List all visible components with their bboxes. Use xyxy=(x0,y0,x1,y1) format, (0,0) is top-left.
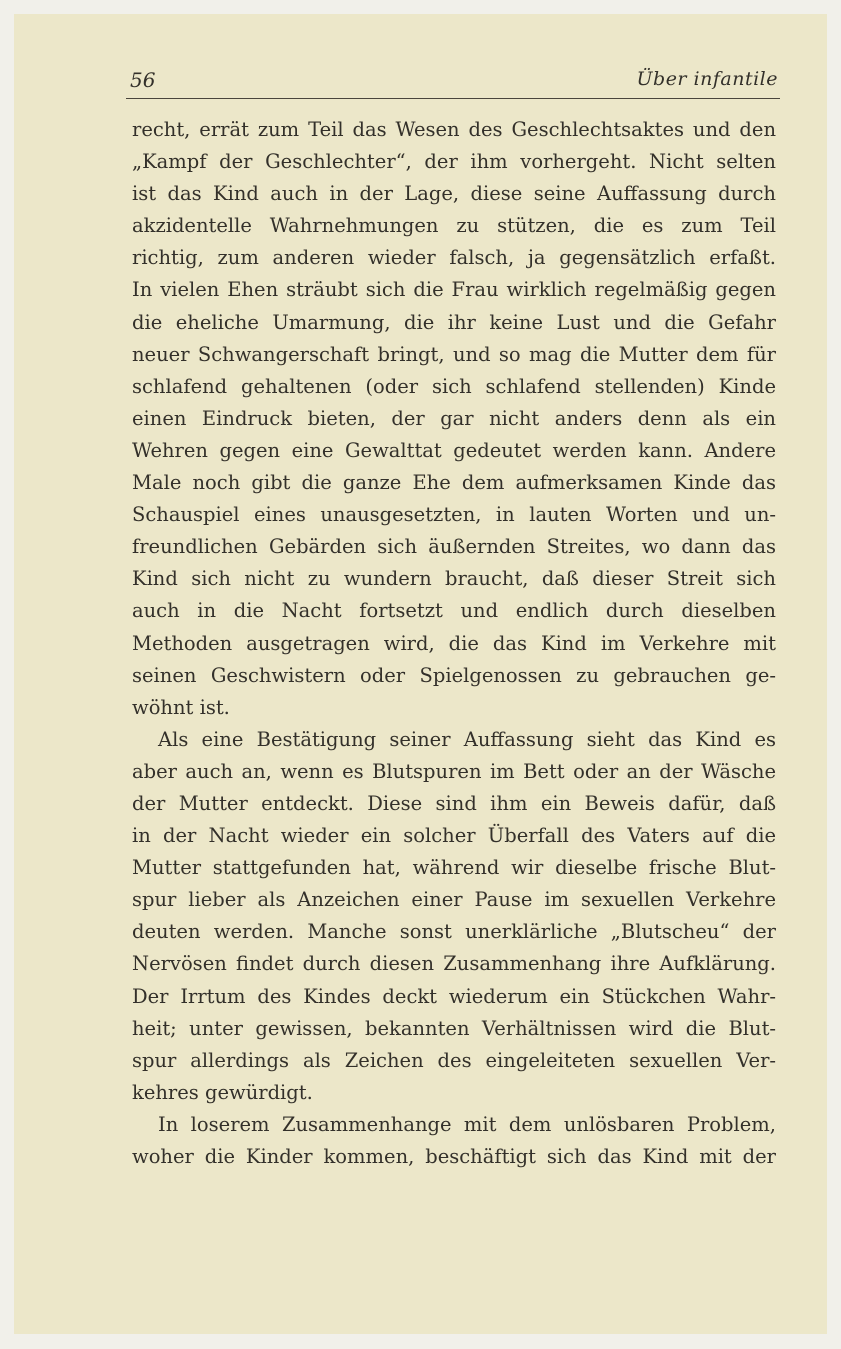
text-line: kehres gewürdigt. xyxy=(132,1080,313,1104)
paragraph-3 xyxy=(132,1109,776,1173)
text-line: einen Eindruck bieten, der gar nicht anders denn als ein xyxy=(132,406,776,430)
running-title: Über infantile xyxy=(636,68,778,90)
text-line: akzidentelle Wahrnehmungen zu stützen, die es zum Teil xyxy=(132,214,776,238)
text-line: ist das Kind auch in der Lage, diese seine Auffassung durch xyxy=(132,182,776,206)
text-line: Mutter stattgefunden hat, während wir dieselbe frische Blut- xyxy=(132,856,776,880)
text-line: Der Irrtum des Kindes deckt wiederum ein Stückchen Wahr- xyxy=(132,984,776,1008)
text-line: „Kampf der Geschlechter“, der ihm vorhergeht. Nicht selten xyxy=(132,150,776,174)
text-line: schlafend gehaltenen (oder sich schlafend stellenden) Kinde xyxy=(132,374,776,398)
page-header xyxy=(126,64,780,99)
text-line: wöhnt ist. xyxy=(132,695,230,719)
text-line: spur lieber als Anzeichen einer Pause im sexuellen Verkehre xyxy=(132,888,776,912)
text-line: Wehren gegen eine Gewalttat gedeutet werden kann. Andere xyxy=(132,438,776,462)
text-line: der Mutter entdeckt. Diese sind ihm ein Beweis dafür, daß xyxy=(132,791,776,815)
text-line: aber auch an, wenn es Blutspuren im Bett oder an der Wäsche xyxy=(132,759,776,783)
text-line: Als eine Bestätigung seiner Auffassung sieht das Kind es xyxy=(158,727,776,751)
text-line: freundlichen Gebärden sich äußernden Streites, wo dann das xyxy=(132,535,776,559)
text-line: richtig, zum anderen wieder falsch, ja gegensätzlich erfaßt. xyxy=(132,246,776,270)
paragraph-2 xyxy=(132,724,776,1109)
text-line: Male noch gibt die ganze Ehe dem aufmerksamen Kinde das xyxy=(132,471,776,495)
text-line: recht, errät zum Teil das Wesen des Geschlechtsaktes und den xyxy=(132,118,776,141)
text-line: deuten werden. Manche sonst unerklärliche „Blutscheu“ der xyxy=(132,920,776,944)
paragraph-1 xyxy=(132,114,776,724)
text-line: spur allerdings als Zeichen des eingeleiteten sexuellen Ver- xyxy=(132,1048,776,1072)
body-text xyxy=(132,114,776,1173)
page-number: 56 xyxy=(130,68,156,92)
text-line: Nervösen findet durch diesen Zusammenhang ihre Aufklärung. xyxy=(132,952,776,976)
text-line: heit; unter gewissen, bekannten Verhältnissen wird die Blut- xyxy=(132,1016,776,1040)
book-page xyxy=(14,14,827,1334)
text-line: In loserem Zusammenhange mit dem unlösbaren Problem, xyxy=(158,1112,776,1136)
text-line: die eheliche Umarmung, die ihr keine Lust und die Gefahr xyxy=(132,310,776,334)
text-line: woher die Kinder kommen, beschäftigt sich das Kind mit der xyxy=(132,1145,776,1168)
text-line: auch in die Nacht fortsetzt und endlich durch dieselben xyxy=(132,599,776,623)
text-line: neuer Schwangerschaft bringt, und so mag die Mutter dem für xyxy=(132,342,776,366)
text-line: seinen Geschwistern oder Spielgenossen zu gebrauchen ge- xyxy=(132,663,776,687)
text-line: Methoden ausgetragen wird, die das Kind im Verkehre mit xyxy=(132,631,776,655)
text-line: In vielen Ehen sträubt sich die Frau wirklich regelmäßig gegen xyxy=(132,278,776,302)
text-line: Kind sich nicht zu wundern braucht, daß dieser Streit sich xyxy=(132,567,776,591)
text-line: in der Nacht wieder ein solcher Überfall des Vaters auf die xyxy=(132,824,776,848)
text-line: Schauspiel eines unausgesetzten, in lauten Worten und un- xyxy=(132,503,776,527)
